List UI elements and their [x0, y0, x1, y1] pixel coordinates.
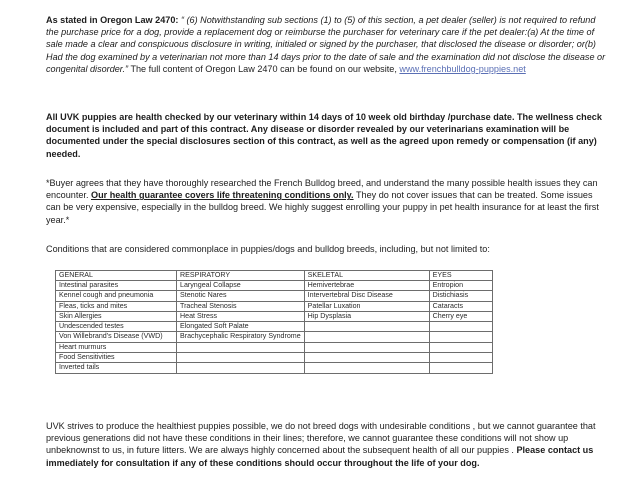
table-cell: Intestinal parasites [56, 281, 177, 291]
table-cell: Heart murmurs [56, 342, 177, 352]
table-cell: Undescended testes [56, 322, 177, 332]
table-cell [177, 353, 305, 363]
table-cell: Heat Stress [177, 311, 305, 321]
guarantee-highlight: Our health guarantee covers life threatening conditions only. [91, 190, 354, 201]
table-cell: Intervertebral Disc Disease [304, 291, 429, 301]
table-row [56, 353, 493, 363]
table-cell: Kennel cough and pneumonia [56, 291, 177, 301]
law-full-text-intro: The full content of Oregon Law 2470 can be found on our website, [130, 63, 397, 74]
table-cell [429, 353, 492, 363]
table-header-row [56, 271, 493, 281]
buyer-agreement-continued: They do not cover issues that can be treated. Some issues can be very expensive, especially in the bulldog breed. We highly suggest enrolling your puppy in pet health insurance for at least the first year.* [46, 190, 599, 225]
table-row [56, 311, 493, 321]
table-cell [429, 332, 492, 342]
table-cell: Stenotic Nares [177, 291, 305, 301]
table-cell: Tracheal Stenosis [177, 301, 305, 311]
table-cell: Hip Dysplasia [304, 311, 429, 321]
table-cell [304, 353, 429, 363]
table-cell [429, 342, 492, 352]
table-cell: Patellar Luxation [304, 301, 429, 311]
table-cell: Distichiasis [429, 291, 492, 301]
header-respiratory: RESPIRATORY [177, 271, 305, 281]
table-cell: Von Willebrand’s Disease (VWD) [56, 332, 177, 342]
table-row [56, 342, 493, 352]
header-skeletal: SKELETAL [304, 271, 429, 281]
table-cell [304, 332, 429, 342]
table-cell [177, 363, 305, 373]
table-cell: Hemivertebrae [304, 281, 429, 291]
law-lead: As stated in Oregon Law 2470: [46, 15, 179, 25]
table-cell: Elongated Soft Palate [177, 322, 305, 332]
table-cell: Cataracts [429, 301, 492, 311]
law-quote: “ (6) Notwithstanding sub sections (1) to (5) of this section, a pet dealer (seller) is not required to refund the purchase price for a dog, provide a replacement dog or reimburse the purchaser for veterinary care if the pet dealer:(a) At the time of sale made a clear and conspicuous disclosure in writing, initialed or signed by the purchaser, that disclosed the disease or disorder; or(b) Had the dog examined by a veterinarian not more than 14 days prior to the date of sale and the examination did not disclose the disease or congenital disorder.” [46, 15, 606, 74]
conditions-intro: Conditions that are considered commonplace in puppies/dogs and bulldog breeds, including, but not limited to: [46, 244, 490, 254]
header-eyes: EYES [429, 271, 492, 281]
closing-text: UVK strives to produce the healthiest puppies possible, we do not breed dogs with undesirable conditions , but we cannot guarantee that previous generations did not have these conditions in their lines; therefore, we cannot guarantee these conditions will not show up unbeknownst to us, in future litters. We are always highly concerned about the subsequent health of all our puppies . [46, 421, 596, 456]
table-cell: Food Sensitivities [56, 353, 177, 363]
table-cell: Fleas, ticks and mites [56, 301, 177, 311]
table-cell: Inverted tails [56, 363, 177, 373]
oregon-law-paragraph [46, 14, 606, 75]
health-check-paragraph: All UVK puppies are health checked by our veterinary within 14 days of 10 week old birthday /purchase date. The wellness check document is included and part of this contract. Any disease or disorder revealed by our veterinarians examination will be documented under the special disclosures section of this contract, as well as the agreed upon remedy or compensation (if any) needed. [46, 112, 602, 159]
table-cell [177, 342, 305, 352]
conditions-table [55, 270, 493, 374]
table-cell [304, 342, 429, 352]
buyer-agreement-paragraph [46, 177, 606, 226]
table-cell [304, 363, 429, 373]
table-cell: Laryngeal Collapse [177, 281, 305, 291]
table-cell: Skin Allergies [56, 311, 177, 321]
table-cell: Brachycephalic Respiratory Syndrome [177, 332, 305, 342]
table-cell: Entropion [429, 281, 492, 291]
table-row [56, 363, 493, 373]
table-cell: Cherry eye [429, 311, 492, 321]
table-cell [304, 322, 429, 332]
closing-paragraph [46, 420, 606, 469]
table-row [56, 322, 493, 332]
table-row [56, 301, 493, 311]
table-row [56, 281, 493, 291]
header-general: GENERAL [56, 271, 177, 281]
table-row [56, 291, 493, 301]
table-row [56, 332, 493, 342]
buyer-agreement-text: *Buyer agrees that they have thoroughly researched the French Bulldog breed, and understand the many possible health issues they can encounter. [46, 178, 598, 201]
table-cell [429, 363, 492, 373]
table-cell [429, 322, 492, 332]
website-link[interactable]: www.frenchbulldog-puppies.net [399, 63, 526, 74]
closing-contact-text: Please contact us immediately for consultation if any of these conditions should occur throughout the life of your dog. [46, 445, 594, 468]
